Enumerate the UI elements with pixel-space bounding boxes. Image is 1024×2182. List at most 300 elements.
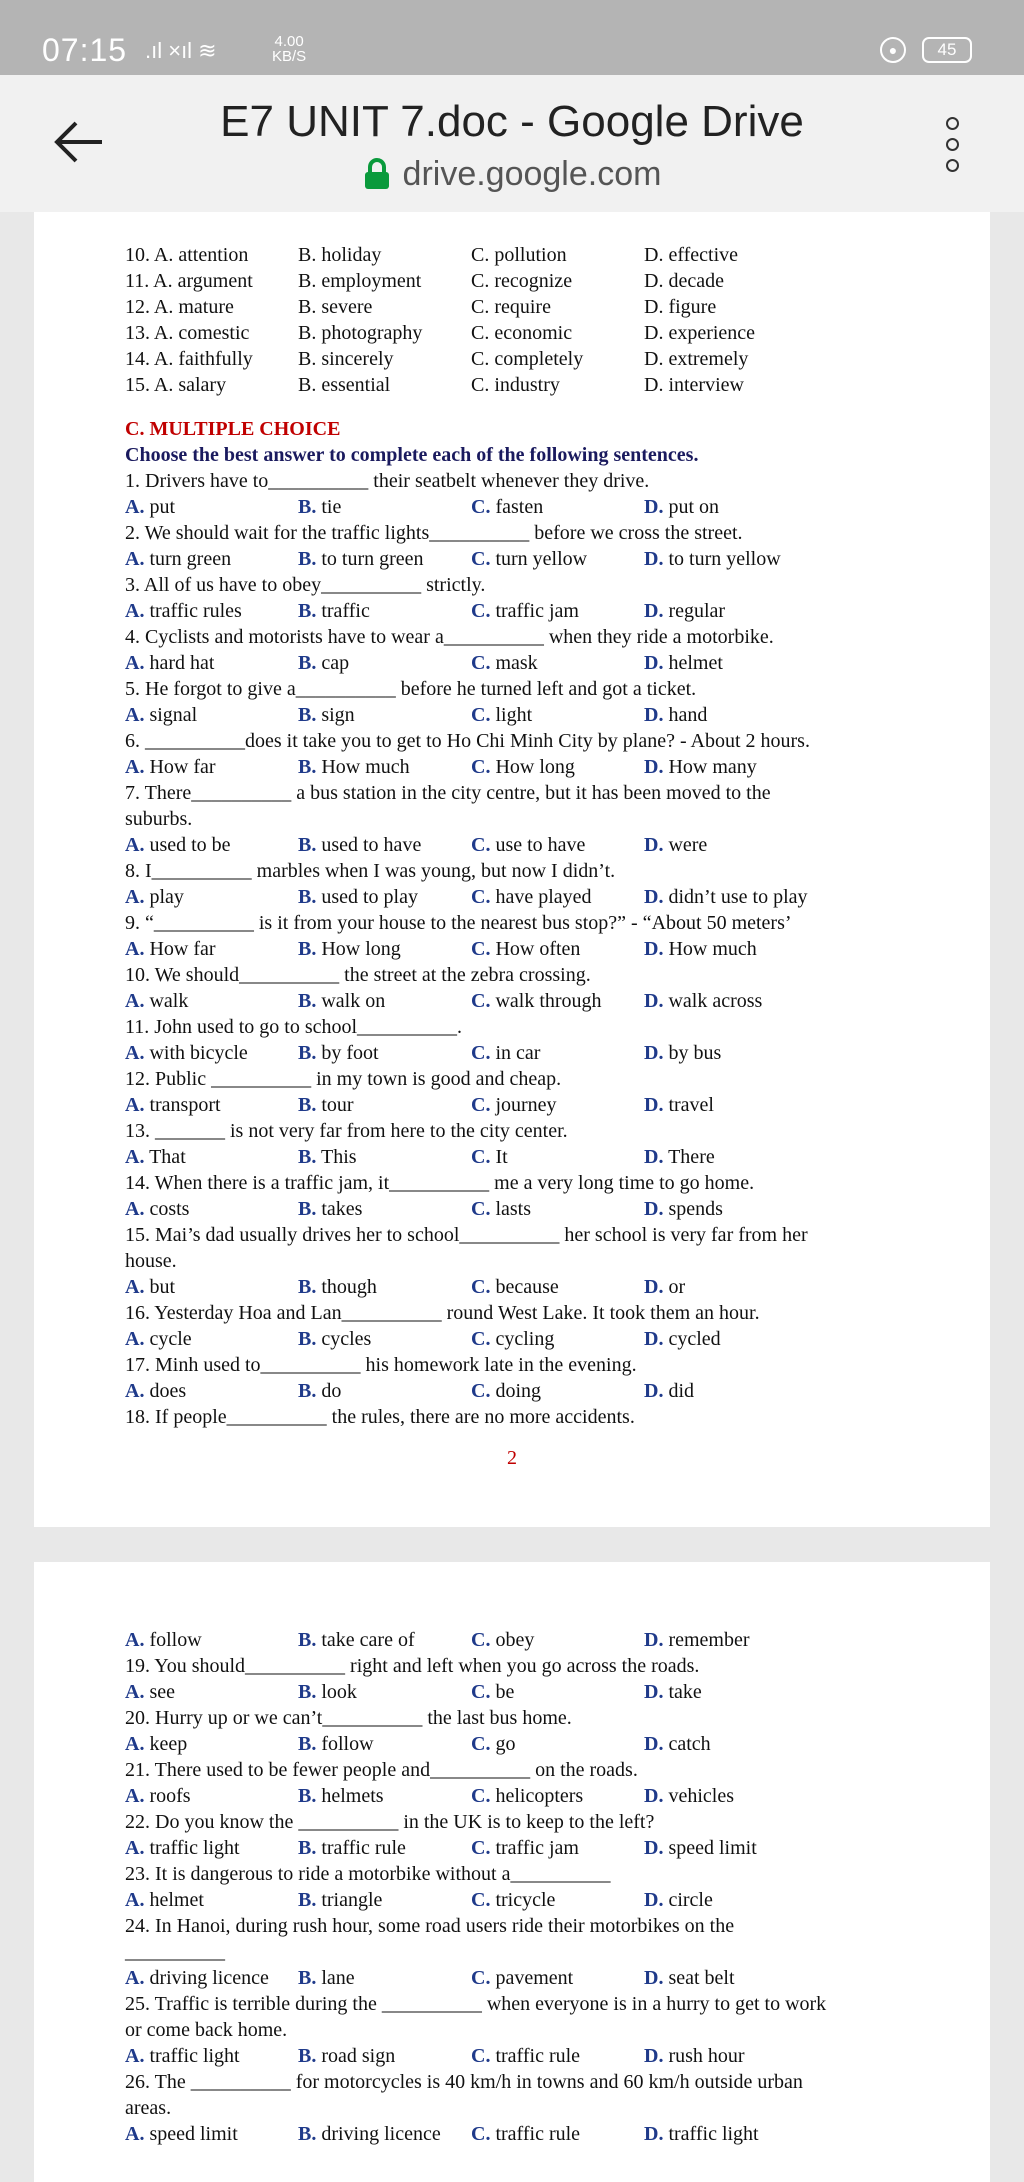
answer-option[interactable]	[644, 546, 781, 572]
answer-option[interactable]	[644, 1835, 757, 1861]
options-row	[125, 1326, 955, 1352]
option-text: traffic jam	[495, 1837, 579, 1859]
answer-option[interactable]	[471, 546, 587, 572]
answer-option[interactable]	[298, 598, 370, 624]
answer-option[interactable]	[471, 702, 532, 728]
option-text: traffic rule	[321, 1837, 406, 1859]
options-row	[125, 988, 955, 1014]
answer-option[interactable]	[471, 884, 592, 910]
answer-option[interactable]	[125, 1835, 240, 1861]
answer-option[interactable]	[125, 598, 242, 624]
answer-option[interactable]	[125, 1965, 269, 1991]
page-number: 2	[507, 1447, 517, 1469]
option-text: How far	[149, 756, 216, 778]
answer-option[interactable]	[125, 2043, 240, 2069]
answer-option[interactable]	[471, 1040, 540, 1066]
answer-option[interactable]	[298, 1887, 382, 1913]
answer-option[interactable]	[471, 1731, 515, 1757]
stress-option: B. holiday	[298, 244, 382, 266]
option-letter: B.	[298, 834, 317, 856]
answer-option[interactable]	[471, 2121, 580, 2147]
option-text: go	[495, 1733, 516, 1755]
option-letter: B.	[298, 496, 317, 518]
option-letter: D.	[644, 834, 664, 856]
option-letter: A.	[125, 600, 145, 622]
question-line: 19. You should__________ right and left when you go across the roads.	[125, 1655, 700, 1677]
option-letter: A.	[125, 938, 145, 960]
stress-option: C. completely	[471, 348, 584, 370]
answer-option[interactable]	[125, 1887, 204, 1913]
page-title: E7 UNIT 7.doc - Google Drive	[220, 97, 804, 146]
option-text: did	[668, 1380, 695, 1402]
answer-option[interactable]	[471, 1627, 534, 1653]
status-bar	[0, 0, 1024, 75]
option-text: vehicles	[668, 1785, 734, 1807]
answer-option[interactable]	[125, 650, 214, 676]
option-text: in car	[495, 1042, 541, 1064]
option-letter: B.	[298, 938, 317, 960]
stress-option: 12. A. mature	[125, 296, 234, 318]
answer-option[interactable]	[298, 1144, 357, 1170]
answer-option[interactable]	[298, 1092, 354, 1118]
answer-option[interactable]	[644, 884, 808, 910]
stress-option: C. pollution	[471, 244, 567, 266]
option-text: follow	[149, 1629, 202, 1651]
answer-option[interactable]	[644, 1092, 714, 1118]
document-page-2	[34, 1562, 990, 2182]
option-text: with bicycle	[149, 1042, 248, 1064]
answer-option[interactable]	[125, 494, 175, 520]
option-letter: C.	[471, 1837, 491, 1859]
answer-option[interactable]	[644, 702, 707, 728]
answer-option[interactable]	[298, 650, 349, 676]
option-text: walk through	[495, 990, 602, 1012]
answer-option[interactable]	[298, 884, 418, 910]
option-text: helmet	[668, 652, 723, 674]
option-letter: A.	[125, 1785, 145, 1807]
answer-option[interactable]	[644, 1965, 735, 1991]
option-letter: A.	[125, 1629, 145, 1651]
answer-option[interactable]	[471, 832, 585, 858]
answer-option[interactable]	[471, 1679, 514, 1705]
option-letter: B.	[298, 1276, 317, 1298]
option-letter: B.	[298, 1967, 317, 1989]
stress-option: 11. A. argument	[125, 270, 253, 292]
answer-option[interactable]	[471, 1274, 559, 1300]
question-line: 25. Traffic is terrible during the __________ when everyone is in a hurry to get to work	[125, 1993, 827, 2015]
option-letter: C.	[471, 834, 491, 856]
option-text: to turn yellow	[668, 548, 781, 570]
option-text: How many	[668, 756, 757, 778]
url-bar[interactable]	[0, 155, 1024, 194]
option-letter: D.	[644, 938, 664, 960]
stress-option: B. photography	[298, 322, 423, 344]
option-letter: D.	[644, 1785, 664, 1807]
answer-option[interactable]	[644, 2121, 759, 2147]
answer-option[interactable]	[125, 936, 216, 962]
question-line: house.	[125, 1250, 177, 1272]
option-letter: A.	[125, 496, 145, 518]
option-letter: D.	[644, 2123, 664, 2145]
answer-option[interactable]	[125, 1092, 221, 1118]
option-text: traffic rule	[495, 2123, 581, 2145]
options-row	[125, 650, 955, 676]
stress-option: B. essential	[298, 374, 391, 396]
answer-option[interactable]	[644, 1378, 694, 1404]
option-letter: B.	[298, 1837, 317, 1859]
answer-option[interactable]	[298, 1274, 377, 1300]
answer-option[interactable]	[644, 1274, 685, 1300]
option-letter: B.	[298, 1146, 317, 1168]
option-letter: A.	[125, 834, 145, 856]
option-text: How long	[495, 756, 575, 778]
answer-option[interactable]	[125, 546, 231, 572]
option-text: transport	[149, 1094, 221, 1116]
question-line: 9. “__________ is it from your house to the nearest bus stop?” - “About 50 meters’	[125, 912, 792, 934]
option-letter: C.	[471, 704, 491, 726]
option-letter: D.	[644, 1198, 664, 1220]
question-line: 1. Drivers have to__________ their seatbelt whenever they drive.	[125, 470, 650, 492]
answer-option[interactable]	[644, 1887, 713, 1913]
option-text: roofs	[149, 1785, 191, 1807]
answer-option[interactable]	[125, 702, 197, 728]
answer-option[interactable]	[471, 1144, 508, 1170]
option-letter: A.	[125, 1146, 145, 1168]
options-row	[125, 1679, 955, 1705]
option-letter: C.	[471, 990, 491, 1012]
options-row	[125, 1887, 955, 1913]
stress-option: 15. A. salary	[125, 374, 227, 396]
stress-option: 10. A. attention	[125, 244, 249, 266]
answer-option[interactable]	[125, 1731, 187, 1757]
option-text: turn green	[149, 548, 232, 570]
answer-option[interactable]	[644, 832, 707, 858]
answer-option[interactable]	[644, 598, 725, 624]
more-options-icon[interactable]	[946, 117, 962, 180]
option-text: speed limit	[149, 2123, 238, 2145]
option-text: This	[320, 1146, 357, 1168]
option-letter: A.	[125, 1681, 145, 1703]
option-text: travel	[668, 1094, 714, 1116]
option-text: There	[668, 1146, 715, 1168]
answer-option[interactable]	[644, 936, 757, 962]
answer-option[interactable]	[298, 1679, 357, 1705]
answer-option[interactable]	[471, 494, 543, 520]
answer-option[interactable]	[471, 598, 579, 624]
options-row	[125, 1965, 955, 1991]
option-letter: B.	[298, 652, 317, 674]
answer-option[interactable]	[471, 754, 575, 780]
option-letter: B.	[298, 1380, 317, 1402]
page-1-content	[125, 242, 955, 1430]
option-letter: B.	[298, 548, 317, 570]
option-letter: C.	[471, 1094, 491, 1116]
answer-option[interactable]	[298, 546, 424, 572]
option-letter: A.	[125, 2045, 145, 2067]
option-text: sign	[321, 704, 355, 726]
answer-option[interactable]	[298, 1965, 355, 1991]
answer-option[interactable]	[298, 1835, 406, 1861]
question-line: 8. I__________ marbles when I was young, but now I didn’t.	[125, 860, 616, 882]
options-row	[125, 1196, 955, 1222]
answer-option[interactable]	[471, 1887, 555, 1913]
option-text: cycling	[495, 1328, 555, 1350]
option-text: catch	[668, 1733, 711, 1755]
option-text: by foot	[321, 1042, 379, 1064]
answer-option[interactable]	[125, 754, 216, 780]
option-letter: A.	[125, 704, 145, 726]
stress-option: D. effective	[644, 244, 739, 266]
option-text: How long	[321, 938, 401, 960]
options-row	[125, 1783, 955, 1809]
answer-option[interactable]	[298, 1326, 371, 1352]
option-text: How much	[321, 756, 410, 778]
option-text: obey	[495, 1629, 535, 1651]
question-line: 13. _______ is not very far from here to the city center.	[125, 1120, 568, 1142]
option-letter: D.	[644, 1328, 664, 1350]
answer-option[interactable]	[125, 988, 188, 1014]
question-line: 22. Do you know the __________ in the UK is to keep to the left?	[125, 1811, 655, 1833]
answer-option[interactable]	[125, 1783, 191, 1809]
option-letter: C.	[471, 652, 491, 674]
option-text: put on	[668, 496, 720, 518]
option-text: regular	[668, 600, 726, 622]
option-text: helicopters	[495, 1785, 584, 1807]
answer-option[interactable]	[125, 1274, 175, 1300]
option-text: triangle	[321, 1889, 383, 1911]
answer-option[interactable]	[298, 1040, 379, 1066]
option-text: lane	[321, 1967, 355, 1989]
option-text: use to have	[495, 834, 586, 856]
answer-option[interactable]	[298, 936, 401, 962]
option-text: traffic rule	[495, 2045, 581, 2067]
option-text: cycle	[149, 1328, 192, 1350]
net-speed-value: 4.00	[274, 33, 304, 50]
answer-option[interactable]	[471, 988, 602, 1014]
options-row	[125, 1144, 955, 1170]
stress-option: C. industry	[471, 374, 560, 396]
option-letter: D.	[644, 1276, 664, 1298]
stress-option: B. employment	[298, 270, 422, 292]
options-row	[125, 598, 955, 624]
option-letter: C.	[471, 496, 491, 518]
answer-option[interactable]	[125, 1679, 175, 1705]
answer-option[interactable]	[125, 1196, 189, 1222]
answer-option[interactable]	[644, 1040, 721, 1066]
option-text: didn’t use to play	[668, 886, 808, 908]
browser-header	[0, 75, 1024, 212]
option-text: play	[149, 886, 184, 908]
option-text: take care of	[321, 1629, 415, 1651]
answer-option[interactable]	[644, 494, 719, 520]
stress-row	[125, 346, 955, 372]
option-text: to turn green	[321, 548, 424, 570]
answer-option[interactable]	[471, 1965, 573, 1991]
option-text: have played	[495, 886, 592, 908]
answer-option[interactable]	[125, 1627, 202, 1653]
option-letter: C.	[471, 1967, 491, 1989]
answer-option[interactable]	[125, 832, 231, 858]
option-letter: B.	[298, 2123, 317, 2145]
answer-option[interactable]	[125, 1326, 192, 1352]
option-letter: D.	[644, 1733, 664, 1755]
option-letter: B.	[298, 886, 317, 908]
option-letter: A.	[125, 990, 145, 1012]
lock-icon	[363, 158, 391, 190]
option-text: driving licence	[149, 1967, 269, 1989]
options-row	[125, 1040, 955, 1066]
options-row	[125, 1092, 955, 1118]
answer-option[interactable]	[644, 1196, 723, 1222]
question-line: 5. He forgot to give a__________ before he turned left and got a ticket.	[125, 678, 697, 700]
answer-option[interactable]	[471, 1378, 541, 1404]
answer-option[interactable]	[471, 1783, 583, 1809]
answer-option[interactable]	[644, 2043, 745, 2069]
option-letter: D.	[644, 1889, 664, 1911]
stress-exercise	[125, 242, 955, 398]
answer-option[interactable]	[644, 1326, 721, 1352]
option-text: see	[149, 1681, 175, 1703]
question-line: 3. All of us have to obey__________ strictly.	[125, 574, 486, 596]
options-row	[125, 546, 955, 572]
question-line: 24. In Hanoi, during rush hour, some road users ride their motorbikes on the	[125, 1915, 735, 1937]
answer-option[interactable]	[125, 1144, 186, 1170]
option-text: signal	[149, 704, 198, 726]
stress-option: 13. A. comestic	[125, 322, 250, 344]
option-text: follow	[321, 1733, 374, 1755]
stress-option: C. recognize	[471, 270, 573, 292]
stress-row	[125, 268, 955, 294]
option-letter: B.	[298, 2045, 317, 2067]
stress-row	[125, 320, 955, 346]
option-text: doing	[495, 1380, 542, 1402]
stress-option: D. extremely	[644, 348, 749, 370]
answer-option[interactable]	[125, 1040, 248, 1066]
option-text: keep	[149, 1733, 188, 1755]
stress-option: C. require	[471, 296, 551, 318]
question-line: 4. Cyclists and motorists have to wear a__________ when they ride a motorbike.	[125, 626, 774, 648]
option-text: road sign	[321, 2045, 396, 2067]
network-speed	[272, 34, 306, 64]
option-text: takes	[321, 1198, 363, 1220]
answer-option[interactable]	[298, 1196, 362, 1222]
section-instruction: Choose the best answer to complete each of the following sentences.	[125, 444, 699, 466]
answer-option[interactable]	[298, 988, 385, 1014]
stress-option: D. experience	[644, 322, 756, 344]
stress-option: B. severe	[298, 296, 373, 318]
option-text: traffic jam	[495, 600, 579, 622]
answer-option[interactable]	[298, 494, 341, 520]
option-text: tie	[321, 496, 342, 518]
option-letter: C.	[471, 1681, 491, 1703]
answer-option[interactable]	[298, 2043, 395, 2069]
status-time: 07:15	[42, 32, 128, 68]
answer-option[interactable]	[644, 1731, 711, 1757]
option-text: used to have	[321, 834, 422, 856]
option-letter: C.	[471, 1276, 491, 1298]
answer-option[interactable]	[644, 1783, 734, 1809]
answer-option[interactable]	[298, 754, 410, 780]
option-letter: B.	[298, 1889, 317, 1911]
option-letter: A.	[125, 1198, 145, 1220]
option-text: helmet	[149, 1889, 204, 1911]
answer-option[interactable]	[471, 1092, 557, 1118]
option-letter: B.	[298, 1328, 317, 1350]
answer-option[interactable]	[298, 702, 355, 728]
answer-option[interactable]	[298, 1378, 341, 1404]
options-row	[125, 1835, 955, 1861]
answer-option[interactable]	[298, 2121, 441, 2147]
option-text: look	[321, 1681, 357, 1703]
option-text: remember	[668, 1629, 750, 1651]
question-line: 12. Public __________ in my town is good and cheap.	[125, 1068, 562, 1090]
answer-option[interactable]	[125, 884, 184, 910]
option-text: cap	[321, 652, 350, 674]
option-text: mask	[495, 652, 538, 674]
option-letter: A.	[125, 1380, 145, 1402]
stress-row	[125, 294, 955, 320]
answer-option[interactable]	[644, 1144, 715, 1170]
option-text: traffic light	[149, 1837, 240, 1859]
answer-option[interactable]	[471, 1326, 554, 1352]
option-text: helmets	[321, 1785, 384, 1807]
option-letter: D.	[644, 1146, 664, 1168]
answer-option[interactable]	[644, 650, 723, 676]
question-line: 16. Yesterday Hoa and Lan__________ round West Lake. It took them an hour.	[125, 1302, 760, 1324]
answer-option[interactable]	[471, 650, 538, 676]
answer-option[interactable]	[471, 936, 580, 962]
option-text: used to be	[149, 834, 231, 856]
option-text: spends	[668, 1198, 723, 1220]
option-text: be	[495, 1681, 515, 1703]
answer-option[interactable]	[471, 2043, 580, 2069]
answer-option[interactable]	[644, 754, 757, 780]
answer-option[interactable]	[644, 1679, 702, 1705]
answer-option[interactable]	[125, 2121, 238, 2147]
answer-option[interactable]	[644, 988, 762, 1014]
option-letter: D.	[644, 600, 664, 622]
answer-option[interactable]	[644, 1627, 750, 1653]
option-letter: C.	[471, 1889, 491, 1911]
answer-option[interactable]	[471, 1835, 579, 1861]
answer-option[interactable]	[298, 832, 421, 858]
option-text: traffic rules	[149, 600, 242, 622]
options-row	[125, 1274, 955, 1300]
option-text: do	[321, 1380, 342, 1402]
answer-option[interactable]	[298, 1627, 415, 1653]
option-text: fasten	[495, 496, 544, 518]
option-letter: C.	[471, 2045, 491, 2067]
option-text: journey	[495, 1094, 557, 1116]
option-letter: C.	[471, 1380, 491, 1402]
option-text: does	[149, 1380, 187, 1402]
answer-option[interactable]	[298, 1731, 374, 1757]
option-letter: C.	[471, 548, 491, 570]
option-text: or	[668, 1276, 686, 1298]
answer-option[interactable]	[298, 1783, 384, 1809]
answer-option[interactable]	[125, 1378, 186, 1404]
stress-option: D. figure	[644, 296, 717, 318]
options-row	[125, 1731, 955, 1757]
option-letter: C.	[471, 886, 491, 908]
options-row	[125, 832, 955, 858]
option-letter: B.	[298, 1094, 317, 1116]
question-line: 11. John used to go to school__________.	[125, 1016, 463, 1038]
answer-option[interactable]	[471, 1196, 531, 1222]
option-letter: D.	[644, 1094, 664, 1116]
option-text: put	[149, 496, 176, 518]
question-line: 21. There used to be fewer people and__________ on the roads.	[125, 1759, 638, 1781]
